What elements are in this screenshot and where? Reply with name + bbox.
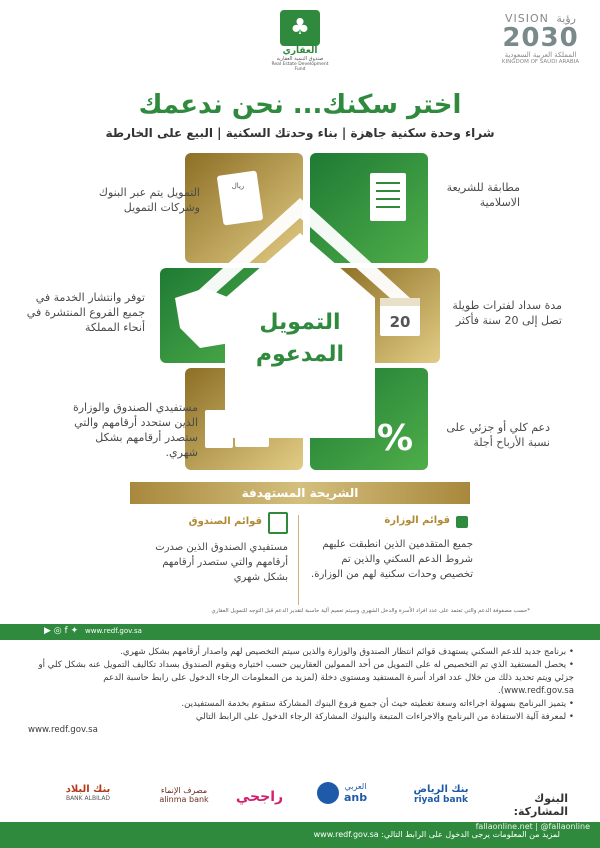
social-url[interactable]: www.redf.gov.sa [85,627,142,635]
facebook-icon[interactable]: f [64,626,68,636]
money-hand-icon [217,170,264,225]
feature-mid-right: مدة سداد لفترات طويلة تصل إلى 20 سنة فأكثر [452,299,562,327]
feature-bottom-left: مستفيدي الصندوق والوزارة الذين ستحدد أرقامهم والتي ستصدر أرقامهم بشكل شهري. [72,401,198,459]
ministry-icon [456,516,468,528]
footnote: *حسب مصفوفة الدعم والتي تعتمد على عدد افراد الأسرة والدخل الشهري وسيتم تعميم آلية حاسبة لتقدير الدعم قبل التوجه للتمويل العقاري [211,608,530,614]
center-line-2: المدعوم [255,342,345,367]
fund-icon [268,512,288,534]
calendar-number: 20 [389,313,411,331]
bullet-2: • يحصل المستفيد الذي تم التخصيص له على التمويل من أحد الممولين العقاريين حسب اختياره ويقوم الصندوق بسداد تكاليف التمويل عنه بشكل كلي أو جزئي ويتم تحديد ذلك من خلال عدد افراد أسرة المستفيد ومستوى دخلة (لمزيد من المعلومات الرجاء الدخول على رابط حاسبة الدعم www.redf.gov.sa). [38,660,574,696]
tile-top-right [310,153,428,263]
vision-kingdom-en: KINGDOM OF SAUDI ARABIA [501,59,580,65]
vision-kingdom-ar: المملكة العربية السعودية [504,51,577,59]
logo-en: Real Estate Development Fund [271,62,329,72]
vision-ar: رؤية [556,12,576,25]
bullets-box [28,646,574,737]
vision-year: 2030 [502,23,579,53]
ministry-text: جميع المتقدمين الذين انطبقت عليهم شروط الدعم السكني والذين تم تخصيص وحدات سكنية لهم من الوزارة. [311,539,473,580]
footer-text[interactable]: لمزيد من المعلومات يرجى الدخول على الرابط التالي: www.redf.gov.sa [313,830,560,839]
riyad-bank-logo: بنك الرياض riyad bank [400,784,482,814]
alinma-logo: مصرف الإنماء alinma bank [148,786,220,814]
vision-2030-logo [488,12,593,76]
watermark: fallaonline.net | @fallaonline [475,822,590,831]
target-title: الشريحة المستهدفة [130,482,470,504]
bullet-link[interactable]: www.redf.gov.sa [28,725,98,735]
feature-bottom-right: دعم كلي أو جزئي على نسبة الأرباح أجلة [446,421,550,449]
percent-icon: % [376,418,414,459]
social-icons [44,626,142,638]
anb-logo: العربي anb [302,782,382,814]
youtube-icon[interactable]: ▶ [44,626,51,636]
ministry-title: قوائم الوزارة [384,515,450,526]
fund-text: مستفيدي الصندوق الذين صدرت أرقامهم والتي ستصدر أرقامهم بشكل شهري [155,542,288,583]
anb-icon [317,782,339,804]
subline: شراء وحدة سكنية جاهزة | بناء وحدتك السكنية | البيع على الخارطة [105,126,495,140]
document-icon [370,173,406,221]
feature-top-right: مطابقة للشريعة الاسلامية [446,181,520,209]
instagram-icon[interactable]: ◎ [53,626,62,636]
headline: اختر سكنك... نحن ندعمك [138,90,462,120]
twitter-icon[interactable]: ✦ [70,626,79,636]
riyal-label: ريال [231,182,245,190]
logo-ar: صندوق التنمية العقارية [276,56,324,62]
redf-logo [270,10,330,72]
rajhi-logo: راجحي [232,780,287,814]
banks-label: البنوك المشاركة: [513,792,568,818]
palm-icon: ♣ [280,10,320,46]
bullet-1: • برنامج جديد للدعم السكني يستهدف قوائم انتظار الصندوق والوزارة والذين سيتم التخصيص لهم واصدار أرقامهم بشكل شهري. [120,647,574,657]
bullet-3: • يتميز البرنامج بسهولة اجراءاته وسعة تغطيته حيث أن جميع فروع البنوك المشاركة ستقوم بخدمة المستفيدين. [181,699,574,709]
logo-title: العقاري [282,46,318,56]
albilad-logo: بنك البلاد BANK ALBILAD [48,784,128,814]
feature-top-left: التمويل يتم عبر البنوك وشركات التمويل [98,186,200,214]
bullet-4: • لمعرفة آلية الاستفادة من البرنامج والاجراءات المتبعة والبنوك المشاركة الرجاء الدخول على الرابط التالي [195,712,574,722]
feature-mid-left: توفر وانتشار الخدمة في جميع الفروع المنتشرة في أنحاء المملكة [26,291,145,334]
target-divider [298,515,299,605]
fund-title: قوائم الصندوق [188,516,262,527]
vision-word: VISION [505,12,549,25]
center-line-1: التمويل [259,310,341,335]
